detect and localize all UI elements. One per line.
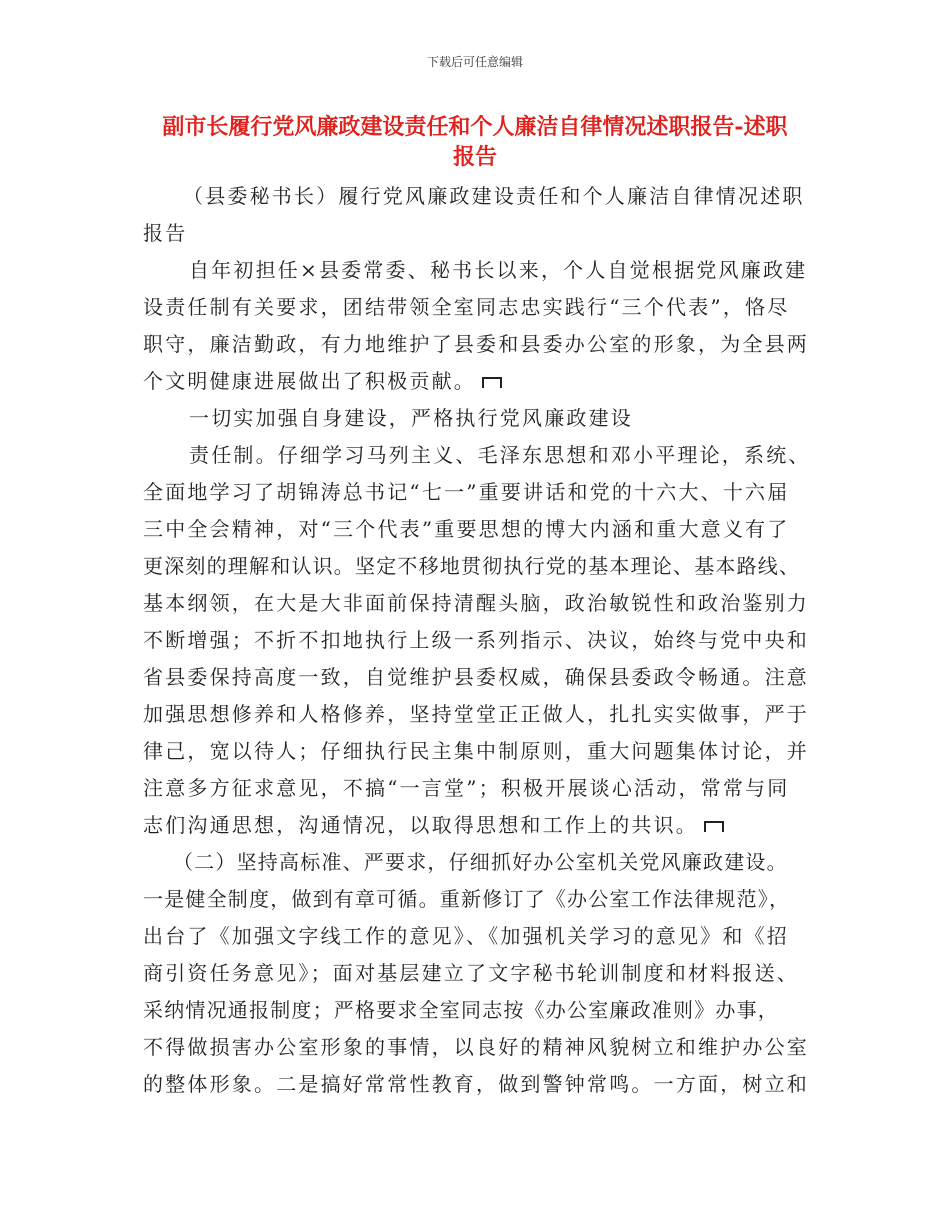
text-line: [143, 363, 813, 400]
text-line: 基本纲领，在大是大非面前保持清醒头脑，政治敏锐性和政治鉴别力: [143, 591, 809, 615]
text-line: [143, 807, 813, 844]
text-line: 三中全会精神，对“三个代表”重要思想的博大内涵和重大意义有了: [143, 517, 790, 541]
text-line-content: 个文明健康进展做出了积极贡献。: [143, 369, 476, 393]
text-line: 设责任制有关要求，团结带领全室同志忠实践行“三个代表”，恪尽: [143, 295, 790, 319]
title-line-2: 报告: [452, 144, 497, 170]
document-body: [143, 178, 813, 1103]
text-line: 责任制。仔细学习马列主义、毛泽东思想和邓小平理论，系统、: [189, 443, 811, 467]
document-title: [120, 112, 830, 172]
paragraph-mark-icon: [482, 377, 502, 388]
text-line: 律己，宽以待人；仔细执行民主集中制原则，重大问题集体讨论，并: [143, 739, 809, 763]
text-line: 更深刻的理解和认识。坚定不移地贯彻执行党的基本理论、基本路线、: [143, 554, 801, 578]
text-line: 注意多方征求意见，不搞“一言堂”；积极开展谈心活动，常常与同: [143, 776, 790, 800]
text-line-content: 志们沟通思想，沟通情况，以取得思想和工作上的共识。: [143, 813, 698, 837]
text-line: 商引资任务意见》；面对基层建立了文字秘书轮训制度和材料报送、: [143, 961, 799, 985]
text-line: （县委秘书长）履行党风廉政建设责任和个人廉洁自律情况述职: [183, 184, 805, 208]
text-line: 一切实加强自身建设，严格执行党风廉政建设: [189, 406, 633, 430]
text-line: 报告: [143, 221, 188, 245]
page-header: 下载后可任意编辑: [426, 55, 523, 69]
text-line: 采纳情况通报制度；严格要求全室同志按《办公室廉政准则》办事，: [143, 998, 779, 1022]
text-line: 全面地学习了胡锦涛总书记“七一”重要讲话和党的十六大、十六届: [143, 480, 790, 504]
text-line: 一是健全制度，做到有章可循。重新修订了《办公室工作法律规范》，: [143, 887, 791, 911]
text-line: 职守，廉洁勤政，有力地维护了县委和县委办公室的形象，为全县两: [143, 332, 809, 356]
text-line: 的整体形象。二是搞好常常性教育，做到警钟常鸣。一方面，树立和: [143, 1072, 809, 1096]
text-line: （二）坚持高标准、严要求，仔细抓好办公室机关党风廉政建设。: [173, 850, 788, 874]
text-line: 出台了《加强文字线工作的意见》、《加强机关学习的意见》和《招: [143, 924, 789, 948]
text-line: 省县委保持高度一致，自觉维护县委权威，确保县委政令畅通。注意: [143, 665, 809, 689]
text-line: 不得做损害办公室形象的事情，以良好的精神风貌树立和维护办公室: [143, 1035, 809, 1059]
text-line: 不断增强；不折不扣地执行上级一系列指示、决议，始终与党中央和: [143, 628, 809, 652]
text-line: 加强思想修养和人格修养，坚持堂堂正正做人，扎扎实实做事，严于: [143, 702, 809, 726]
paragraph-mark-icon: [704, 821, 724, 832]
text-line: 自年初担任×县委常委、秘书长以来，个人自觉根据党风廉政建: [189, 258, 808, 282]
title-line-1: 副市长履行党风廉政建设责任和个人廉洁自律情况述职报告-述职: [162, 114, 788, 140]
